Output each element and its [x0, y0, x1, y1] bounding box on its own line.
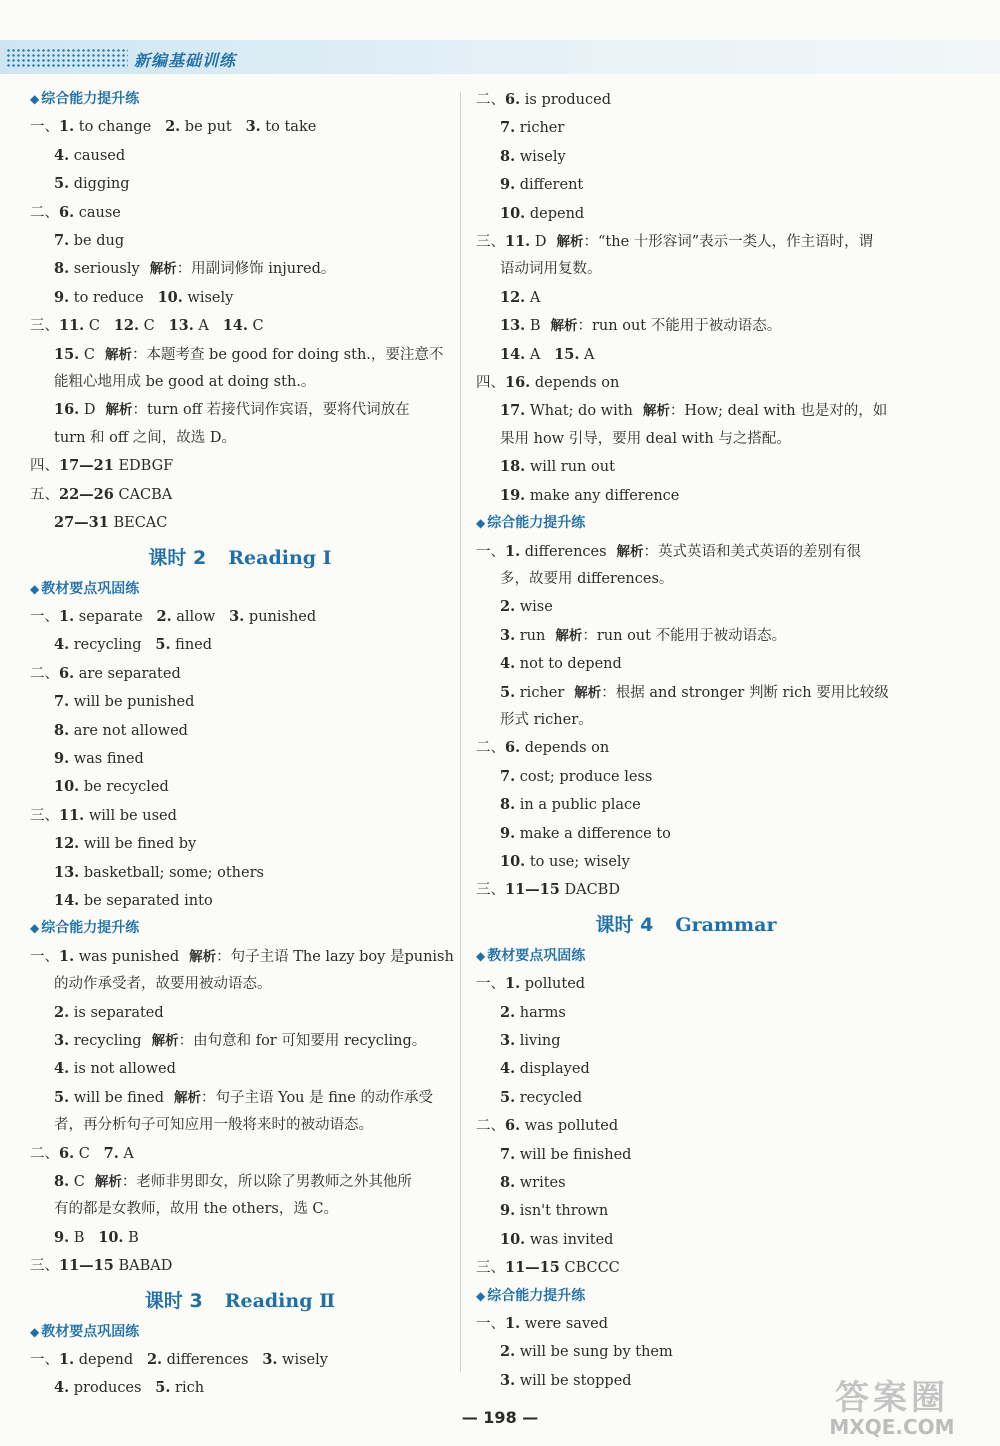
answer-line: 4. produces 5. rich: [54, 1379, 205, 1397]
answer-line: 一、1. to change 2. be put 3. to take: [30, 118, 317, 136]
answer-line: 三、11. will be used: [30, 806, 177, 824]
answer-line: 一、1. depend 2. differences 3. wisely: [30, 1351, 328, 1369]
question-number: 3.: [54, 1032, 70, 1049]
question-number: 2.: [54, 1003, 70, 1021]
answer-line: 27—31 BECAC: [54, 514, 168, 532]
question-number: 7.: [54, 693, 70, 711]
question-number: 5.: [54, 175, 70, 193]
question-number: 12.: [54, 835, 80, 853]
question-number: 6.: [59, 1144, 75, 1162]
answer-line: 12. will be fined by: [54, 835, 197, 853]
answer-line: 一、1. differences 解析：英式英语和美式英语的差别有很: [476, 542, 862, 560]
lesson-heading: [30, 1281, 450, 1319]
answer-line: turn 和 off 之间，故选 D。: [54, 429, 237, 446]
left-column: [30, 86, 454, 1403]
question-number: 12.: [500, 288, 526, 306]
question-number: 13.: [500, 317, 526, 335]
question-number: 16.: [54, 401, 80, 419]
question-number: 10.: [54, 778, 80, 796]
answer-line: 5. richer 解析：根据 and stronger 判断 rich 要用比较级: [500, 683, 889, 701]
answer-line: 16. D 解析：turn off 若接代词作宾语，要将代词放在: [54, 401, 410, 419]
question-number: 1.: [59, 947, 75, 965]
diamond-icon: ◆: [476, 1288, 486, 1303]
question-number: 15.: [54, 345, 80, 363]
answer-line: 8. seriously 解析：用副词修饰 injured。: [54, 260, 336, 278]
answer-line: 3. run 解析：run out 不能用于被动语态。: [500, 626, 787, 644]
answer-line: 8. in a public place: [500, 796, 641, 814]
answer-line: 14. A 15. A: [500, 345, 595, 363]
header-title: 新编基础训练: [134, 51, 237, 70]
question-number: 12.: [113, 317, 139, 335]
section-heading-text: 综合能力提升练: [487, 1287, 586, 1304]
analysis-label: 解析: [149, 261, 177, 278]
answer-line: 2. wise: [500, 598, 553, 616]
question-number: 3.: [245, 118, 261, 136]
answer-line: 二、6. was polluted: [476, 1117, 619, 1135]
question-number: 7.: [500, 119, 516, 137]
answer-line: 9. make a difference to: [500, 824, 671, 842]
lesson-heading: [476, 905, 896, 943]
question-number: 10.: [500, 852, 526, 870]
question-number: 3.: [500, 626, 516, 644]
question-number: 3.: [500, 1032, 516, 1049]
analysis-label: 解析: [616, 543, 644, 560]
answer-line: 语动词用复数。: [500, 261, 602, 278]
question-number: 2.: [500, 598, 516, 616]
question-number: 8.: [54, 260, 70, 278]
header-dot-pattern: [6, 48, 128, 68]
answer-line: 三、11. D 解析：“the 十形容词”表示一类人，作主语时，谓: [476, 233, 874, 251]
question-number: 2.: [500, 1343, 516, 1361]
question-number: 1.: [59, 118, 75, 136]
answer-line: 10. depend: [500, 204, 585, 222]
watermark-en: MXQE.COM: [829, 1415, 955, 1439]
section-heading-text: 综合能力提升练: [41, 91, 140, 107]
section-heading: [476, 510, 896, 537]
analysis-label: 解析: [550, 318, 578, 335]
question-number: 7.: [103, 1144, 119, 1162]
answer-line: 8. are not allowed: [54, 721, 188, 739]
page-number: — 198 —: [461, 1408, 539, 1427]
question-number: 17—21: [59, 457, 114, 475]
analysis-label: 解析: [574, 684, 602, 701]
question-number: 5.: [500, 683, 516, 701]
question-number: 16.: [505, 374, 531, 392]
answer-line: 果用 how 引导，要用 deal with 与之搭配。: [500, 430, 791, 447]
question-number: 5.: [500, 1088, 516, 1106]
diamond-icon: ◆: [30, 581, 40, 596]
section-heading-text: 教材要点巩固练: [487, 947, 586, 964]
question-number: 9.: [54, 288, 70, 306]
answer-line: 4. is not allowed: [54, 1060, 176, 1078]
answer-line: 10. was invited: [500, 1230, 614, 1248]
analysis-label: 解析: [151, 1033, 179, 1049]
question-number: 4.: [54, 146, 70, 164]
question-number: 4.: [500, 655, 516, 673]
answer-line: 3. recycling 解析：由句意和 for 可知要用 recycling。: [54, 1032, 427, 1049]
section-heading: [30, 915, 450, 942]
question-number: 7.: [500, 767, 516, 785]
question-number: 2.: [165, 118, 181, 136]
answer-line: 9. different: [500, 176, 584, 194]
answer-line: 3. living: [500, 1032, 561, 1049]
answer-line: 9. to reduce 10. wisely: [54, 288, 234, 306]
answer-line: 一、1. were saved: [476, 1315, 609, 1333]
analysis-label: 解析: [94, 1174, 122, 1191]
question-number: 13.: [168, 317, 194, 335]
answer-line: 4. displayed: [500, 1060, 590, 1078]
answer-line: 9. isn't thrown: [500, 1202, 609, 1220]
answer-line: 10. be recycled: [54, 778, 169, 796]
answer-line: 三、11. C 12. C 13. A 14. C: [30, 317, 264, 335]
answer-line: 一、1. separate 2. allow 3. punished: [30, 607, 317, 625]
answer-line: 4. not to depend: [500, 655, 622, 673]
question-number: 7.: [54, 232, 70, 250]
question-number: 9.: [500, 1202, 516, 1220]
section-heading: [30, 1319, 450, 1346]
question-number: 3.: [262, 1351, 278, 1369]
section-heading-text: 教材要点巩固练: [41, 580, 140, 597]
question-number: 4.: [54, 1379, 70, 1397]
lesson-number: 课时 4: [595, 913, 654, 936]
analysis-label: 解析: [174, 1089, 202, 1106]
lesson-name: Reading Ⅰ: [228, 546, 332, 569]
question-number: 1.: [505, 975, 521, 993]
answer-line: 9. was fined: [54, 749, 144, 767]
question-number: 1.: [59, 1351, 75, 1369]
question-number: 11—15: [505, 881, 560, 899]
answer-line: 多，故要用 differences。: [500, 570, 674, 587]
answer-line: 7. cost; produce less: [500, 767, 653, 785]
question-number: 2.: [156, 607, 172, 625]
question-number: 27—31: [54, 514, 109, 532]
question-number: 11—15: [505, 1259, 560, 1277]
question-number: 11.: [505, 233, 531, 251]
answer-line: 二、6. C 7. A: [30, 1144, 134, 1162]
answer-line: 四、17—21 EDBGF: [30, 457, 174, 475]
question-number: 22—26: [59, 485, 114, 503]
column-divider: [460, 92, 461, 1372]
answer-line: 的动作承受者，故要用被动语态。: [54, 976, 272, 993]
question-number: 6.: [505, 1117, 521, 1135]
section-heading-text: 综合能力提升练: [487, 515, 586, 532]
answer-line: 2. will be sung by them: [500, 1343, 673, 1361]
question-number: 2.: [146, 1351, 163, 1369]
lesson-name: Grammar: [675, 913, 777, 936]
question-number: 8.: [54, 721, 70, 739]
question-number: 6.: [505, 91, 521, 108]
question-number: 9.: [500, 176, 516, 194]
section-heading: [30, 86, 450, 113]
question-number: 3.: [500, 1371, 516, 1389]
diamond-icon: ◆: [30, 921, 40, 936]
answer-line: 5. digging: [54, 175, 130, 193]
answer-line: 5. recycled: [500, 1088, 583, 1106]
question-number: 14.: [500, 345, 526, 363]
answer-line: 4. recycling 5. fined: [54, 636, 213, 654]
question-number: 7.: [500, 1145, 516, 1163]
question-number: 11.: [59, 806, 85, 824]
answer-line: 14. be separated into: [54, 891, 213, 909]
question-number: 6.: [505, 739, 521, 757]
answer-line: 2. is separated: [54, 1003, 164, 1021]
question-number: 5.: [155, 1379, 171, 1397]
question-number: 1.: [505, 542, 521, 560]
answer-line: 五、22—26 CACBA: [30, 485, 173, 503]
question-number: 4.: [54, 636, 70, 654]
question-number: 15.: [554, 345, 580, 363]
answer-line: 7. will be finished: [500, 1145, 632, 1163]
question-number: 8.: [500, 147, 516, 165]
question-number: 6.: [59, 664, 75, 682]
answer-line: 二、6. depends on: [476, 739, 610, 757]
section-heading-text: 教材要点巩固练: [41, 1323, 140, 1340]
analysis-label: 解析: [104, 346, 132, 363]
question-number: 4.: [54, 1060, 70, 1078]
analysis-label: 解析: [555, 627, 583, 644]
question-number: 9.: [500, 824, 516, 842]
answer-line: 二、6. are separated: [30, 664, 181, 682]
answer-line: 7. will be punished: [54, 693, 195, 711]
question-number: 3.: [229, 607, 245, 625]
question-number: 9.: [54, 749, 70, 767]
analysis-label: 解析: [642, 403, 670, 420]
answer-line: 13. B 解析：run out 不能用于被动语态。: [500, 317, 782, 335]
lesson-name: Reading Ⅱ: [224, 1289, 336, 1312]
question-number: 11—15: [59, 1257, 114, 1275]
answer-line: 二、6. is produced: [476, 91, 611, 108]
answer-line: 有的都是女教师，故用 the others，选 C。: [54, 1201, 339, 1218]
section-heading: [30, 576, 450, 603]
lesson-number: 课时 3: [144, 1289, 203, 1312]
answer-line: 15. C 解析：本题考查 be good for doing sth.，要注意不: [54, 345, 444, 363]
diamond-icon: ◆: [476, 948, 486, 963]
question-number: 1.: [505, 1315, 521, 1333]
answer-line: 9. B 10. B: [54, 1228, 139, 1246]
diamond-icon: ◆: [30, 92, 40, 106]
question-number: 18.: [500, 458, 526, 476]
watermark-cn: 答案圈: [835, 1378, 949, 1418]
question-number: 10.: [500, 1230, 526, 1248]
question-number: 10.: [500, 204, 526, 222]
analysis-label: 解析: [189, 948, 217, 965]
answer-line: 19. make any difference: [500, 486, 680, 504]
watermark-logo: [792, 1380, 992, 1440]
diamond-icon: ◆: [30, 1324, 40, 1339]
question-number: 10.: [98, 1228, 124, 1246]
question-number: 1.: [59, 607, 75, 625]
answer-line: 8. C 解析：老师非男即女，所以除了男教师之外其他所: [54, 1173, 412, 1191]
answer-line: 7. richer: [500, 119, 565, 137]
answer-line: 形式 richer。: [500, 711, 593, 728]
question-number: 9.: [54, 1228, 70, 1246]
answer-line: 二、6. cause: [30, 203, 121, 221]
answer-line: 12. A: [500, 288, 541, 306]
section-heading: [476, 1283, 896, 1310]
right-column: [476, 86, 896, 1395]
section-heading: [476, 943, 896, 970]
question-number: 8.: [500, 796, 516, 814]
question-number: 11.: [59, 317, 85, 335]
page-number-value: 198: [483, 1408, 517, 1427]
question-number: 14.: [222, 317, 248, 335]
diamond-icon: ◆: [476, 516, 486, 531]
answer-line: 3. will be stopped: [500, 1371, 632, 1389]
question-number: 13.: [54, 863, 80, 881]
answer-line: 三、11—15 CBCCC: [476, 1259, 620, 1277]
question-number: 8.: [54, 1173, 70, 1191]
question-number: 10.: [157, 288, 183, 306]
answer-line: 8. wisely: [500, 147, 566, 165]
question-number: 19.: [500, 486, 526, 504]
answer-line: 三、11—15 DACBD: [476, 881, 620, 899]
question-number: 14.: [54, 891, 80, 909]
answer-line: 8. writes: [500, 1174, 566, 1192]
analysis-label: 解析: [556, 234, 584, 251]
question-number: 5.: [54, 1088, 70, 1106]
section-heading-text: 综合能力提升练: [41, 920, 140, 937]
answer-line: 2. harms: [500, 1003, 566, 1021]
question-number: 17.: [500, 402, 526, 420]
question-number: 4.: [500, 1060, 516, 1078]
answer-line: 四、16. depends on: [476, 374, 620, 392]
question-number: 8.: [500, 1174, 516, 1192]
answer-line: 18. will run out: [500, 458, 615, 476]
lesson-heading: [30, 538, 450, 576]
answer-line: 能粗心地用成 be good at doing sth.。: [54, 374, 316, 391]
answer-line: 7. be dug: [54, 232, 125, 250]
answer-line: 5. will be fined 解析：句子主语 You 是 fine 的动作承受: [54, 1088, 433, 1106]
answer-line: 三、11—15 BABAD: [30, 1257, 173, 1275]
answer-line: 10. to use; wisely: [500, 852, 630, 870]
answer-line: 4. caused: [54, 146, 126, 164]
question-number: 2.: [500, 1003, 516, 1021]
lesson-number: 课时 2: [148, 546, 207, 569]
analysis-label: 解析: [105, 402, 133, 419]
answer-line: 者，再分析句子可知应用一般将来时的被动语态。: [54, 1117, 373, 1134]
answer-line: 13. basketball; some; others: [54, 863, 264, 881]
question-number: 6.: [59, 203, 75, 221]
question-number: 5.: [155, 636, 171, 654]
answer-line: 一、1. polluted: [476, 975, 586, 993]
answer-line: 17. What; do with 解析：How; deal with 也是对的，如: [500, 402, 888, 420]
answer-line: 一、1. was punished 解析：句子主语 The lazy boy 是punish: [30, 947, 454, 965]
